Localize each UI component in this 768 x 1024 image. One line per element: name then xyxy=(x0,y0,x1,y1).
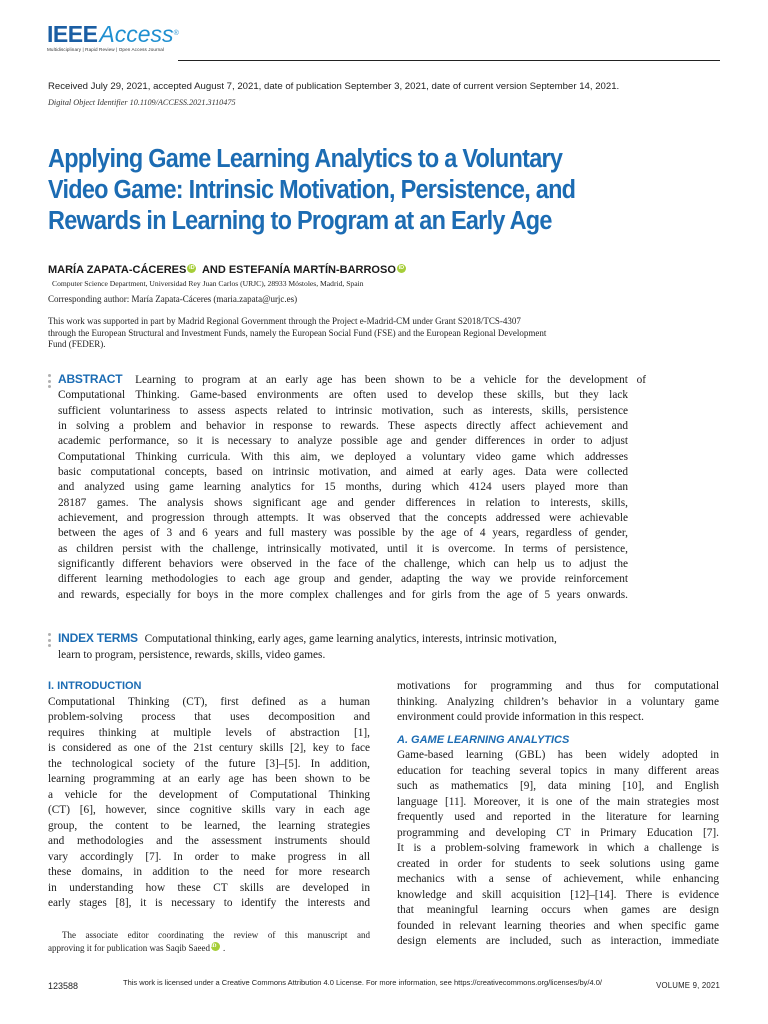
body-line: thinking. Analyzing children’s behavior in a voluntary game xyxy=(397,695,719,708)
body-line: education for teaching several topics in many different areas xyxy=(397,764,719,777)
logo-tagline: Multidisciplinary | Rapid Review | Open Access Journal xyxy=(47,47,165,52)
abstract-line: Computational Thinking. Game-based environments are often used to develop these skills, but they lack xyxy=(58,389,628,402)
volume-label: VOLUME 9, 2021 xyxy=(656,981,720,990)
body-line: these domains, in addition to the need for more research xyxy=(48,866,370,878)
body-line: early stages [8], it is necessary to identify the interests and xyxy=(48,897,370,909)
body-line: that meaningful learning occurs when games are design xyxy=(397,904,719,916)
abstract-line: as children persist with the challenge, intrinsically motivated, until it is overcome. In terms of persistence, xyxy=(58,542,628,555)
body-line: language [11]. Moreover, it is one of the main strategies most xyxy=(397,795,719,808)
body-line: is considered as one of the 21st century skills [2], key to face xyxy=(48,742,370,754)
abstract-line: between the ages of 3 and 6 years and full mastery was possible by the age of 4 years, regardless of gender, xyxy=(58,527,628,540)
journal-logo xyxy=(47,22,179,52)
editor-note-end: . xyxy=(222,943,226,953)
body-line: environment could provide information in this respect. xyxy=(397,711,644,723)
abstract-dots-icon xyxy=(48,374,51,391)
license-notice[interactable]: This work is licensed under a Creative Commons Attribution 4.0 License. For more information, see https://creativecommons.org/licenses/by/4.0/ xyxy=(123,978,602,987)
abstract-line: Computational Thinking curricula. With this aim, we deployed a voluntary video game which addresses xyxy=(58,450,628,463)
page-footer xyxy=(48,978,720,994)
abstract-line: significantly different behaviors were observed in the face of the challenge, which can help us to adjust the xyxy=(58,558,628,571)
abstract-line-0 xyxy=(58,372,646,388)
body-line: programming and developing CT in Primary Education [7]. xyxy=(397,826,719,839)
body-line: a vehicle for the development of Computational Thinking xyxy=(48,788,370,801)
abstract-line: and rewards, especially for boys in the more complex challenges and for girls from the age of 5 years onwards. xyxy=(58,588,628,601)
corresponding-author: Corresponding author: María Zapata-Cáceres (maria.zapata@urjc.es) xyxy=(48,294,298,304)
funding-line: through the European Structural and Investment Funds, namely the European Social Fund (FSE) and the European Regional Development xyxy=(48,327,547,338)
header-rule xyxy=(178,60,720,61)
abstract-line: sufficient voluntariness to assess aspects related to intrinsic motivation, such as interests, skills, persistence xyxy=(58,404,628,417)
editor-note-line xyxy=(48,942,370,955)
logo-access: Access xyxy=(99,21,174,47)
abstract-label: ABSTRACT xyxy=(58,372,123,386)
body-line: knowledge and skill acquisition [12]–[14]. There is evidence xyxy=(397,888,719,901)
body-line: design elements are included, such as interaction, immediate xyxy=(397,935,719,947)
body-line: Computational Thinking (CT), first defined as a human xyxy=(48,695,370,708)
body-line: the technological society of the future [3]–[5]. In addition, xyxy=(48,757,370,770)
body-line: frequently used and reported in the literature for learning xyxy=(397,811,719,823)
title-line: Video Game: Intrinsic Motivation, Persistence, and xyxy=(48,176,576,204)
subsection-heading-gla: A. GAME LEARNING ANALYTICS xyxy=(397,733,570,746)
index-terms-text: Computational thinking, early ages, game learning analytics, interests, intrinsic motivation, xyxy=(144,633,557,645)
page-number: 123588 xyxy=(48,981,79,991)
body-line: group, the content to be learned, the learning strategies xyxy=(48,819,370,832)
author-list xyxy=(48,264,409,276)
section-heading-introduction: I. INTRODUCTION xyxy=(48,680,142,692)
body-line: Game-based learning (GBL) has been widely adopted in xyxy=(397,749,719,761)
orcid-icon[interactable]: iD xyxy=(211,942,220,951)
author-name: AND ESTEFANÍA MARTÍN-BARROSO xyxy=(199,264,396,276)
abstract-line: 28187 games. The analysis shows significant age and gender differences in relation to interests, skills, xyxy=(58,496,628,509)
abstract-line: different learning methodologies to each age group and gender, adapting the way we provide reinforcement xyxy=(58,573,628,586)
abstract-text: Learning to program at an early age has been shown to be a vehicle for the development of xyxy=(135,374,646,386)
author-name: MARÍA ZAPATA-CÁCERES xyxy=(48,264,187,276)
abstract-line: achievement, and progression through attempts. It was observed that the concepts addressed were achievable xyxy=(58,512,628,525)
abstract xyxy=(58,372,728,603)
funding-line: Fund (FEDER). xyxy=(48,339,106,349)
index-terms xyxy=(58,631,638,663)
editor-note-line: The associate editor coordinating the review of this manuscript and xyxy=(62,930,370,940)
index-terms-line xyxy=(58,631,638,648)
paper-title xyxy=(48,144,618,237)
doi-line[interactable]: Digital Object Identifier 10.1109/ACCESS.2021.3110475 xyxy=(48,98,236,107)
body-line: mechanics with a sense of achievement, while enhancing xyxy=(397,873,719,885)
body-line: (CT) [6], however, since cognitive skills vary in each age xyxy=(48,804,370,816)
right-column xyxy=(397,679,719,950)
body-line: vary accordingly [7]. In order to make progress in all xyxy=(48,850,370,863)
title-line: Applying Game Learning Analytics to a Voluntary xyxy=(48,145,563,173)
funding-statement xyxy=(48,316,628,351)
orcid-icon[interactable]: iD xyxy=(398,265,405,271)
funding-line: This work was supported in part by Madrid Regional Government through the Project e-Madrid-CM under Grant S2018/TCS-4307 xyxy=(48,316,521,326)
publication-dates: Received July 29, 2021, accepted August 7, 2021, date of publication September 3, 2021, date of current version September 14, 2021. xyxy=(48,81,620,92)
body-line: learning programming at an early age has been shown to be xyxy=(48,773,370,785)
left-column xyxy=(48,679,370,912)
body-line: created in order for students to seek solutions using game xyxy=(397,857,719,870)
abstract-line: basic computational concepts, based on intrinsic motivation, and aimed at early ages. Data were collected xyxy=(58,466,628,479)
logo-ieee: IEEE xyxy=(47,21,98,47)
affiliation: Computer Science Department, Universidad Rey Juan Carlos (URJC), 28933 Móstoles, Madrid, Spain xyxy=(52,279,364,288)
body-line: such as mathematics [9], data mining [10], and English xyxy=(397,780,719,792)
index-terms-line: learn to program, persistence, rewards, skills, video games. xyxy=(58,648,326,661)
body-line: in understanding how these CT skills are developed in xyxy=(48,881,370,894)
body-line: It is a problem-solving framework in which a challenge is xyxy=(397,842,719,854)
editor-note-text: approving it for publication was Saqib Saeed xyxy=(48,943,210,953)
logo-wordmark xyxy=(47,22,179,46)
title-line: Rewards in Learning to Program at an Early Age xyxy=(48,207,552,235)
body-line: founded in relevant learning theories and when specific game xyxy=(397,919,719,932)
index-terms-dots-icon xyxy=(48,633,51,650)
body-line: and methodologies and the assessment instruments should xyxy=(48,835,370,847)
abstract-line: academic performance, so it is necessary to analyze possible age and gender differences in order to adjust xyxy=(58,435,628,448)
orcid-icon[interactable]: iD xyxy=(189,265,195,271)
body-line: requires thinking at multiple levels of abstraction [1], xyxy=(48,726,370,739)
body-line: problem-solving process that uses decomposition and xyxy=(48,711,370,723)
logo-registered-mark: ® xyxy=(173,30,179,37)
abstract-line: and analyzed using game learning analytics for 15 months, during which 4124 users played more than xyxy=(58,481,628,494)
editor-note xyxy=(48,929,370,955)
index-terms-label: INDEX TERMS xyxy=(58,631,138,645)
abstract-line: in solving a problem and behavior in response to rewards. These aspects directly affect achievement and xyxy=(58,420,628,433)
body-line: motivations for programming and thus for computational xyxy=(397,680,719,692)
